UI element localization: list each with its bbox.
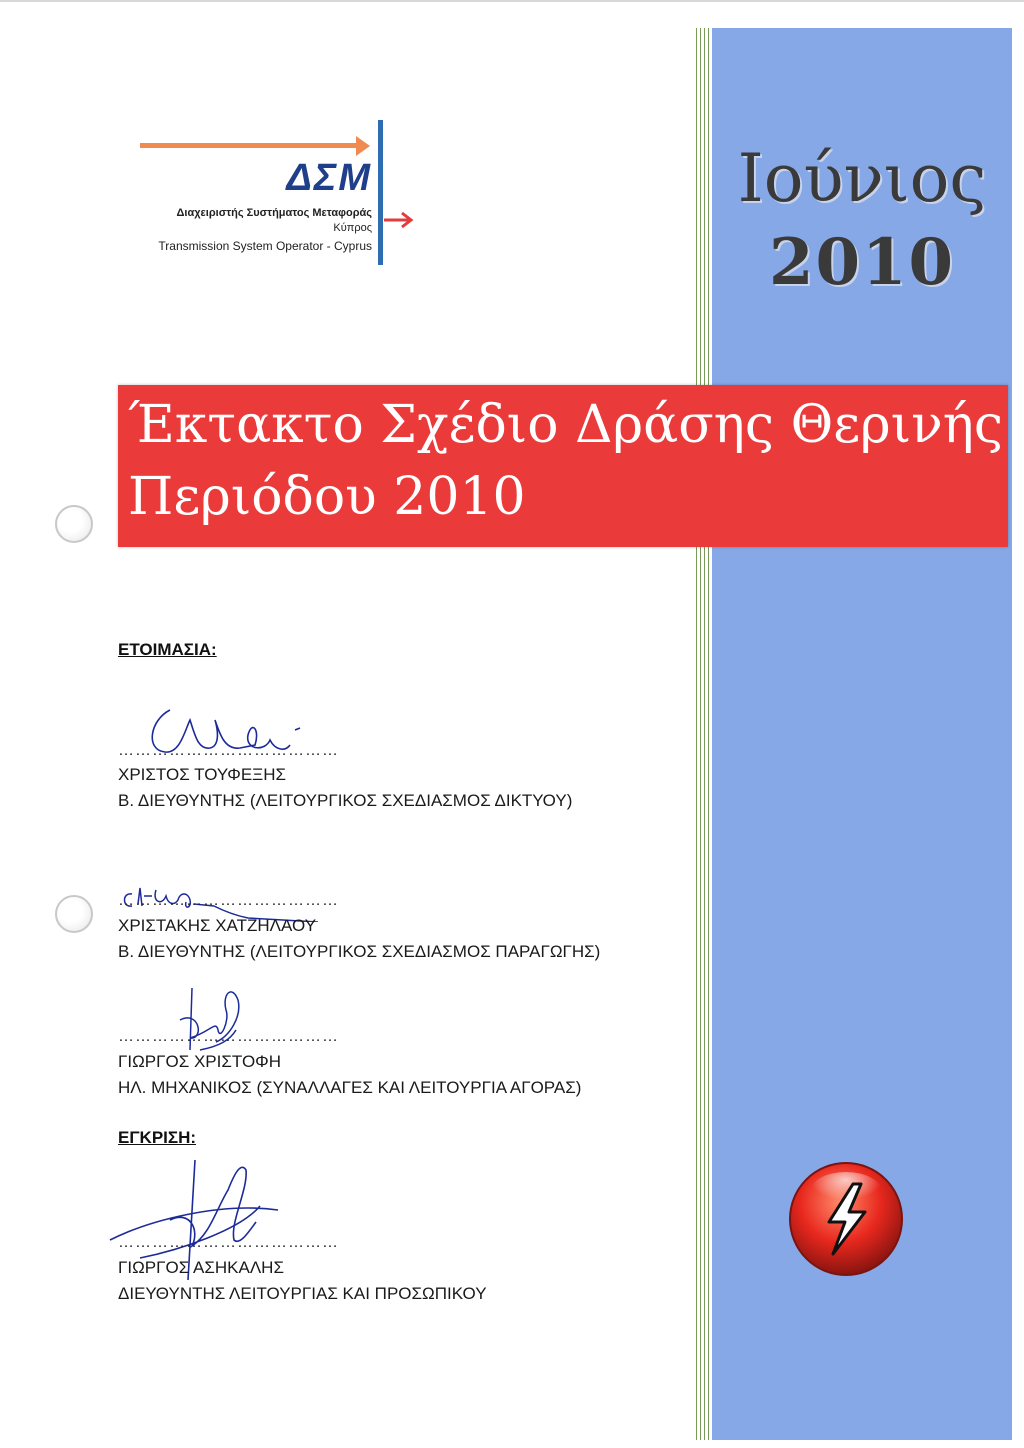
company-logo — [140, 115, 440, 275]
signatory-role-1: Β. ΔΙΕΥΘΥΝΤΗΣ (ΛΕΙΤΟΥΡΓΙΚΟΣ ΣΧΕΔΙΑΣΜΟΣ ΔΙΚΤΥΟΥ) — [118, 791, 573, 810]
approval-heading: ΕΓΚΡΙΣΗ: — [118, 1128, 197, 1147]
logo-subtitle-greek: Διαχειριστής Συστήματος Μεταφοράς — [176, 207, 372, 219]
signature-line-3: ………………………………… — [118, 1028, 339, 1045]
logo-country-greek: Κύπρος — [333, 222, 372, 234]
signature-3 — [160, 980, 260, 1060]
cover-year: 2010 — [768, 225, 956, 300]
signature-line-approval: ………………………………… — [118, 1234, 339, 1251]
column-rule — [704, 28, 705, 1440]
signatory-role-3: ΗΛ. ΜΗΧΑΝΙΚΟΣ (ΣΥΝΑΛΛΑΓΕΣ ΚΑΙ ΛΕΙΤΟΥΡΓΙΑ ΑΓΟΡΑΣ) — [118, 1078, 582, 1097]
punch-hole-icon — [55, 505, 93, 543]
signatory-name-2: ΧΡΙΣΤΑΚΗΣ ΧΑΤΖΗΛΑΟΥ — [118, 916, 317, 935]
signature-line-1: ………………………………… — [118, 742, 339, 759]
signatory-name-3: ΓΙΩΡΓΟΣ ΧΡΙΣΤΟΦΗ — [118, 1052, 282, 1071]
cover-month: Ιούνιος — [737, 140, 987, 217]
signatory-role-2: Β. ΔΙΕΥΘΥΝΤΗΣ (ΛΕΙΤΟΥΡΓΙΚΟΣ ΣΧΕΔΙΑΣΜΟΣ ΠΑΡΑΓΩΓΗΣ) — [118, 942, 601, 961]
column-rule — [700, 28, 701, 1440]
top-edge-line — [0, 0, 1024, 2]
document-title-line1: Έκτακτο Σχέδιο Δράσης Θερινής — [128, 395, 1003, 455]
logo-title: ΔΣΜ — [286, 157, 372, 199]
approver-name: ΓΙΩΡΓΟΣ ΑΣΗΚΑΛΗΣ — [118, 1258, 284, 1277]
punch-hole-icon — [55, 895, 93, 933]
column-rule — [708, 28, 709, 1440]
column-rule — [696, 28, 697, 1440]
logo-blue-bar — [378, 120, 383, 265]
signatory-name-1: ΧΡΙΣΤΟΣ ΤΟΥΦΕΞΗΣ — [118, 765, 287, 784]
approver-role: ΔΙΕΥΘΥΝΤΗΣ ΛΕΙΤΟΥΡΓΙΑΣ ΚΑΙ ΠΡΟΣΩΠΙΚΟΥ — [118, 1284, 487, 1303]
lightning-icon — [787, 1160, 905, 1278]
arrow-right-icon — [356, 136, 370, 156]
red-arrow-icon — [384, 210, 414, 230]
logo-subtitle-english: Transmission System Operator - Cyprus — [158, 239, 372, 253]
signature-line-2: ………………………………… — [118, 892, 339, 909]
preparation-heading: ΕΤΟΙΜΑΣΙΑ: — [118, 640, 217, 659]
logo-orange-arrow — [140, 143, 365, 148]
document-title-line2: Περιόδου 2010 — [128, 467, 526, 527]
title-banner — [118, 385, 1008, 547]
